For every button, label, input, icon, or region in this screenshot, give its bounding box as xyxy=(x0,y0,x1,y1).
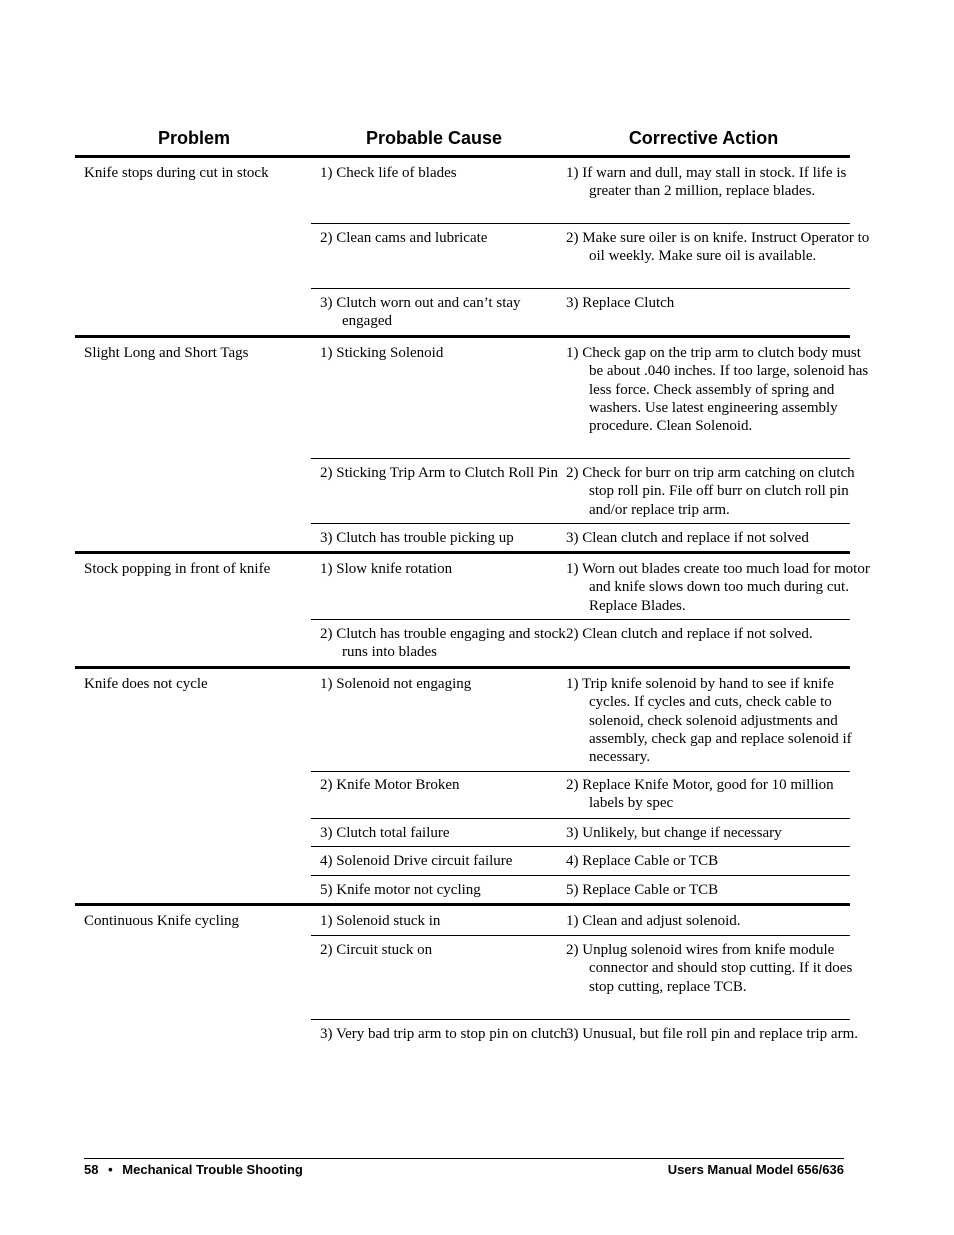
action-cell: 1) Worn out blades create too much load for motor and knife slows down too much during cut. Replace Blades. xyxy=(566,561,870,614)
header-rule xyxy=(75,155,850,158)
cause-cell: 4) Solenoid Drive circuit failure xyxy=(320,853,513,869)
group-rule xyxy=(75,335,850,338)
row-rule xyxy=(311,458,850,459)
action-cell: 2) Clean clutch and replace if not solved. xyxy=(566,626,813,642)
row-rule xyxy=(311,935,850,936)
header-corrective-action: Corrective Action xyxy=(628,128,779,148)
action-cell: 3) Unusual, but file roll pin and replace trip arm. xyxy=(566,1026,858,1042)
action-cell: 3) Unlikely, but change if necessary xyxy=(566,825,782,841)
action-cell: 5) Replace Cable or TCB xyxy=(566,882,719,898)
problem-cell: Slight Long and Short Tags xyxy=(84,345,249,361)
action-cell: 2) Replace Knife Motor, good for 10 million labels by spec xyxy=(566,777,834,812)
section-title: Mechanical Trouble Shooting xyxy=(122,1162,303,1177)
cause-cell: 3) Clutch has trouble picking up xyxy=(320,530,514,546)
action-cell: 3) Clean clutch and replace if not solved xyxy=(566,530,809,546)
group-rule xyxy=(75,666,850,669)
problem-cell: Knife stops during cut in stock xyxy=(84,165,269,181)
footer-left xyxy=(84,1162,303,1177)
problem-cell: Knife does not cycle xyxy=(84,676,208,692)
cause-cell: 1) Solenoid not engaging xyxy=(320,676,472,692)
bullet-separator: • xyxy=(108,1162,113,1177)
row-rule xyxy=(311,619,850,620)
action-cell: 3) Replace Clutch xyxy=(566,295,675,311)
problem-cell: Stock popping in front of knife xyxy=(84,561,271,577)
action-cell: 2) Unplug solenoid wires from knife module connector and should stop cutting. If it does stop cutting, replace TCB. xyxy=(566,942,853,995)
manual-title: Users Manual Model 656/636 xyxy=(667,1162,844,1177)
header-problem: Problem xyxy=(157,128,231,148)
cause-cell: 2) Circuit stuck on xyxy=(320,942,433,958)
cause-cell: 3) Very bad trip arm to stop pin on clutch xyxy=(320,1026,568,1042)
cause-cell: 5) Knife motor not cycling xyxy=(320,882,481,898)
group-rule xyxy=(75,551,850,554)
row-rule xyxy=(311,288,850,289)
row-rule xyxy=(311,523,850,524)
cause-cell: 2) Sticking Trip Arm to Clutch Roll Pin xyxy=(320,465,558,481)
row-rule xyxy=(311,223,850,224)
footer-rule xyxy=(84,1158,844,1159)
header-probable-cause: Probable Cause xyxy=(365,128,503,148)
problem-cell: Continuous Knife cycling xyxy=(84,913,239,929)
action-cell: 1) Trip knife solenoid by hand to see if knife cycles. If cycles and cuts, check cable to solenoid, check solenoid adjustments and assembly, check gap and replace solenoid if necessary. xyxy=(566,676,852,766)
row-rule xyxy=(311,846,850,847)
action-cell: 4) Replace Cable or TCB xyxy=(566,853,719,869)
action-cell: 1) Check gap on the trip arm to clutch body must be about .040 inches. If too large, solenoid has less force. Check assembly of spring and washers. Use latest engineering assembly procedure. Clean Solenoid. xyxy=(566,345,869,435)
action-cell: 2) Make sure oiler is on knife. Instruct Operator to oil weekly. Make sure oil is available. xyxy=(566,230,870,265)
cause-cell: 2) Clean cams and lubricate xyxy=(320,230,488,246)
row-rule xyxy=(311,818,850,819)
row-rule xyxy=(311,1019,850,1020)
cause-cell: 2) Knife Motor Broken xyxy=(320,777,460,793)
cause-cell: 1) Slow knife rotation xyxy=(320,561,453,577)
action-cell: 1) If warn and dull, may stall in stock. If life is greater than 2 million, replace blades. xyxy=(566,165,847,200)
cause-cell: 1) Check life of blades xyxy=(320,165,457,181)
cause-cell: 2) Clutch has trouble engaging and stock runs into blades xyxy=(320,626,566,661)
cause-cell: 1) Solenoid stuck in xyxy=(320,913,441,929)
cause-cell: 3) Clutch total failure xyxy=(320,825,450,841)
group-rule xyxy=(75,903,850,906)
cause-cell: 1) Sticking Solenoid xyxy=(320,345,444,361)
page-number: 58 xyxy=(84,1162,99,1177)
row-rule xyxy=(311,771,850,772)
action-cell: 1) Clean and adjust solenoid. xyxy=(566,913,741,929)
row-rule xyxy=(311,875,850,876)
action-cell: 2) Check for burr on trip arm catching on clutch stop roll pin. File off burr on clutch roll pin and/or replace trip arm. xyxy=(566,465,855,518)
cause-cell: 3) Clutch worn out and can’t stay engaged xyxy=(320,295,521,330)
